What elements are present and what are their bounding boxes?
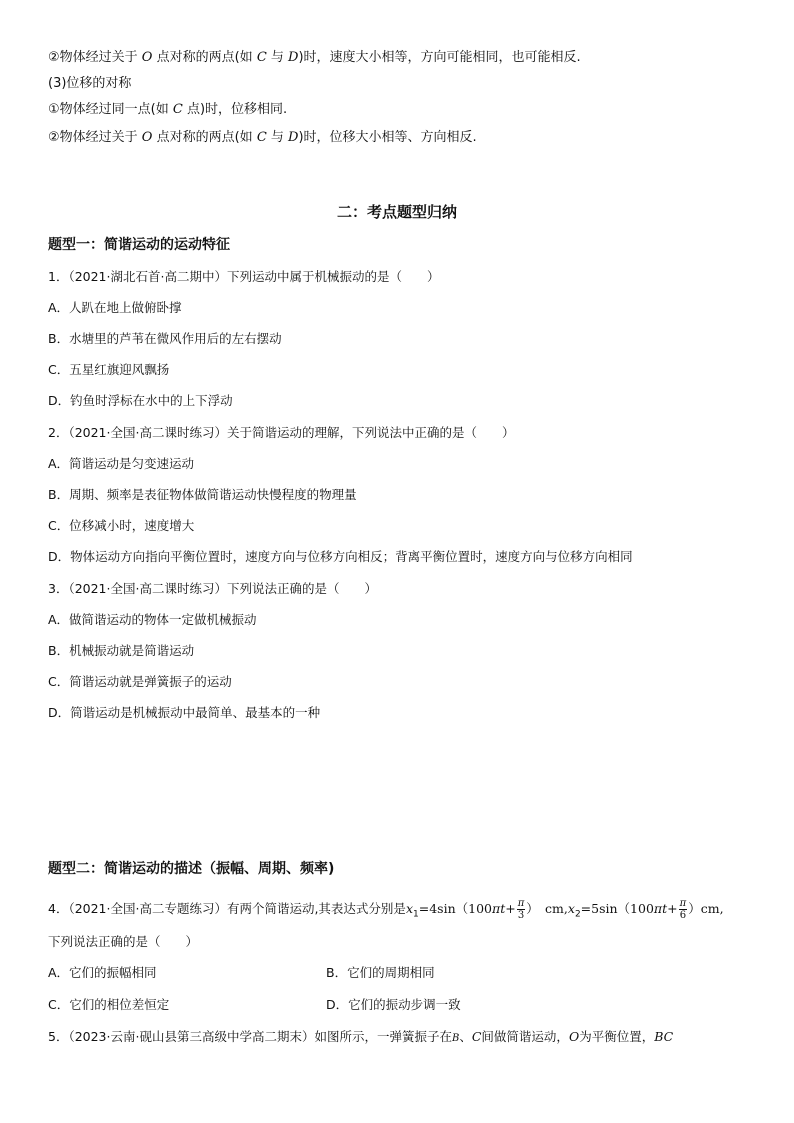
question-1-stem: 1．（2021·湖北石首·高二期中）下列运动中属于机械振动的是（ ） [48,269,440,284]
subscript: 1 [413,909,419,920]
text: t [662,901,668,916]
text: C [172,102,183,117]
text: x [405,901,413,916]
text: π [653,901,663,916]
text: O [141,130,153,145]
text: B [451,1033,460,1044]
text: 为平衡位置， [579,1029,655,1044]
text: O [568,1029,580,1044]
text: C [471,1029,482,1044]
question-2-stem: 2．（2021·全国·高二课时练习）关于简谐运动的理解，下列说法中正确的是（ ） [48,425,515,440]
text: 点)时，位移相同. [182,102,288,117]
question-4-option-c: C．它们的相位差恒定 [48,997,170,1012]
text: D [288,130,299,145]
text: 间做简谐运动， [481,1029,569,1044]
text: + [505,901,516,916]
intro-line-3 [48,101,287,119]
text: 点对称的两点(如 [152,50,257,65]
text: D [288,50,299,65]
question-1-option-a: A．人趴在地上做俯卧撑 [48,300,182,315]
text: 与 [266,130,289,145]
text: 4．（2021·全国·高二专题练习）有两个简谐运动,其表达式分别是 [48,901,406,916]
type2-title: 题型二：简谐运动的描述（振幅、周期、频率) [48,861,335,877]
text: + [667,901,678,916]
fraction [517,898,526,921]
text: )时，速度大小相等，方向可能相同，也可能相反. [298,50,581,65]
question-3-option-b: B．机械振动就是简谐运动 [48,643,195,658]
text: BC [654,1029,674,1044]
type1-title: 题型一：简谐运动的运动特征 [48,237,230,253]
question-2-option-b: B．周期、频率是表征物体做简谐运动快慢程度的物理量 [48,487,357,502]
question-3-stem: 3．（2021·全国·高二课时练习）下列说法正确的是（ ） [48,581,377,596]
subscript: 2 [574,909,581,920]
text: π [491,901,501,916]
question-4-option-b: B．它们的周期相同 [326,965,435,980]
text: ）cm, [688,901,724,916]
text: C [256,50,267,65]
text: O [141,50,153,65]
text: x [567,901,575,916]
text: )时，位移大小相等、方向相反. [298,130,477,145]
intro-line-1 [48,49,581,67]
question-3-option-c: C．简谐运动就是弹簧振子的运动 [48,674,232,689]
question-3-option-a: A．做简谐运动的物体一定做机械振动 [48,612,257,627]
question-2-option-c: C．位移减小时，速度增大 [48,518,195,533]
question-1-option-d: D．钓鱼时浮标在水中的上下浮动 [48,393,233,408]
question-2-option-a: A．简谐运动是匀变速运动 [48,456,195,471]
text: ②物体经过关于 [48,130,142,145]
question-4-stem [48,896,724,928]
text: =4sin（100 [418,901,492,916]
question-4-stem-continued: 下列说法正确的是（ ） [48,934,199,949]
question-4-option-a: A．它们的振幅相同 [48,965,157,980]
question-5-stem [48,1028,673,1048]
fraction-denominator: 6 [679,910,687,921]
question-1-option-c: C．五星红旗迎风飘扬 [48,362,170,377]
text: C [256,130,267,145]
fraction-numerator: π [679,898,687,909]
question-2-option-d: D．物体运动方向指向平衡位置时，速度方向与位移方向相反；背离平衡位置时，速度方向与位移方向相同 [48,549,633,564]
text: ①物体经过同一点(如 [48,102,173,117]
text: 点对称的两点(如 [152,130,257,145]
text: ②物体经过关于 [48,50,142,65]
question-1-option-b: B．水塘里的芦苇在微风作用后的左右摆动 [48,331,282,346]
text: t [500,901,506,916]
fraction-numerator: π [517,898,525,909]
text: 、 [459,1029,472,1044]
text: 与 [266,50,289,65]
question-3-option-d: D．简谐运动是机械振动中最简单、最基本的一种 [48,705,321,720]
intro-line-4 [48,129,477,147]
intro-line-2: (3)位移的对称 [48,76,132,91]
text: ） cm, [526,901,568,916]
question-4-option-d: D．它们的振动步调一致 [326,997,461,1012]
text: =5sin（100 [580,901,654,916]
text: 5．（2023·云南·砚山县第三高级中学高二期末）如图所示，一弹簧振子在 [48,1029,452,1044]
fraction [679,898,688,921]
section-title: 二：考点题型归纳 [336,203,457,221]
fraction-denominator: 3 [517,910,525,921]
